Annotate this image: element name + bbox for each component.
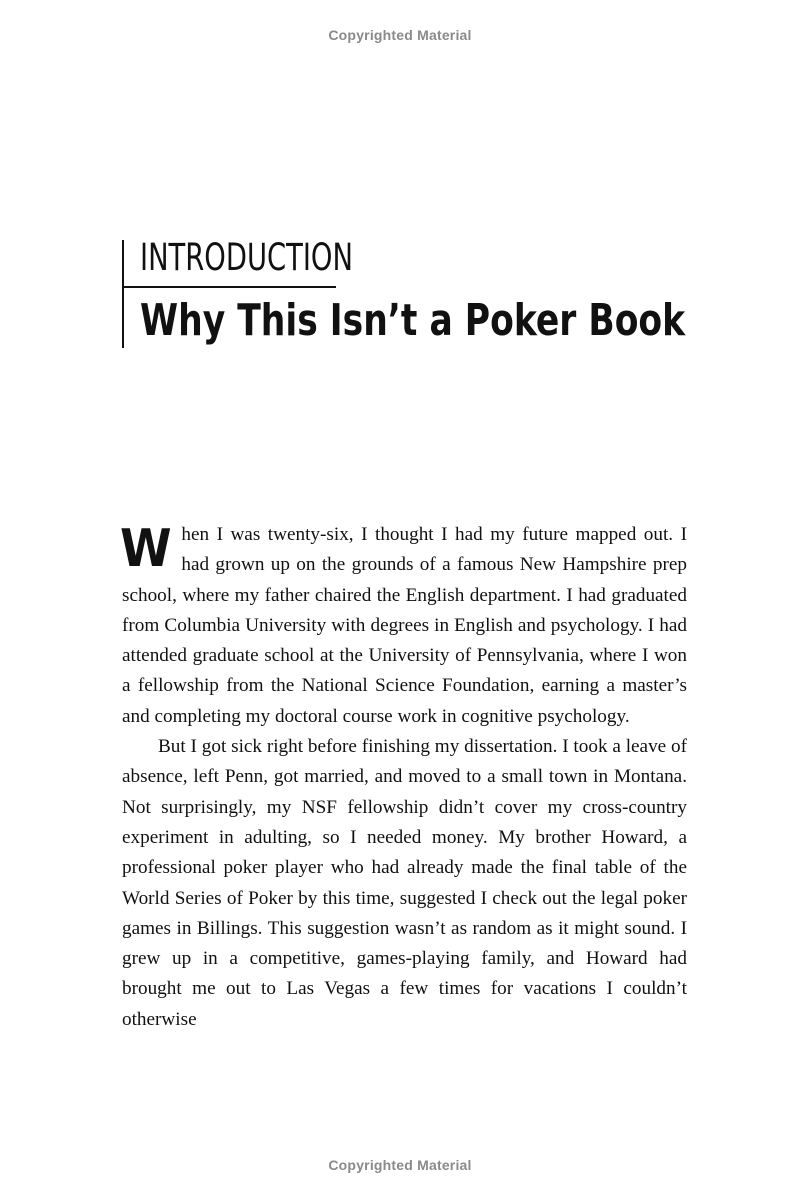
- body-text: [122, 520, 687, 1035]
- chapter-label: INTRODUCTION: [140, 236, 353, 279]
- copyright-watermark-top: Copyrighted Material: [328, 27, 472, 43]
- paragraph-1-text: hen I was twenty-six, I thought I had my future mapped out. I had grown up on the grounds of a famous New Hampshire prep school, where my father chaired the English department. I had graduated from Columbia University with degrees in English and psychology. I had attended graduate school at the University of Pennsylvania, where I won a fellowship from the National Science Foundation, earning a master’s and completing my doctoral course work in cognitive psychology.: [122, 524, 687, 727]
- chapter-title: Why This Isn’t a Poker Book: [140, 295, 686, 346]
- copyright-watermark-bottom: Copyrighted Material: [328, 1157, 472, 1173]
- chapter-heading: [122, 238, 722, 350]
- paragraph-1: [122, 520, 687, 732]
- drop-cap: W: [120, 519, 172, 579]
- heading-vertical-rule: [122, 240, 124, 348]
- paragraph-2: But I got sick right before finishing my dissertation. I took a leave of absence, left Penn, got married, and moved to a small town in Montana. Not surprisingly, my NSF fellowship didn’t cover my cross-country experiment in adulting, so I needed money. My brother Howard, a professional poker player who had already made the final table of the World Series of Poker by this time, suggested I check out the legal poker games in Billings. This suggestion wasn’t as random as it might sound. I grew up in a competitive, games-playing family, and Howard had brought me out to Las Vegas a few times for vacations I couldn’t otherwise: [122, 736, 687, 1030]
- heading-horizontal-rule: [122, 286, 336, 288]
